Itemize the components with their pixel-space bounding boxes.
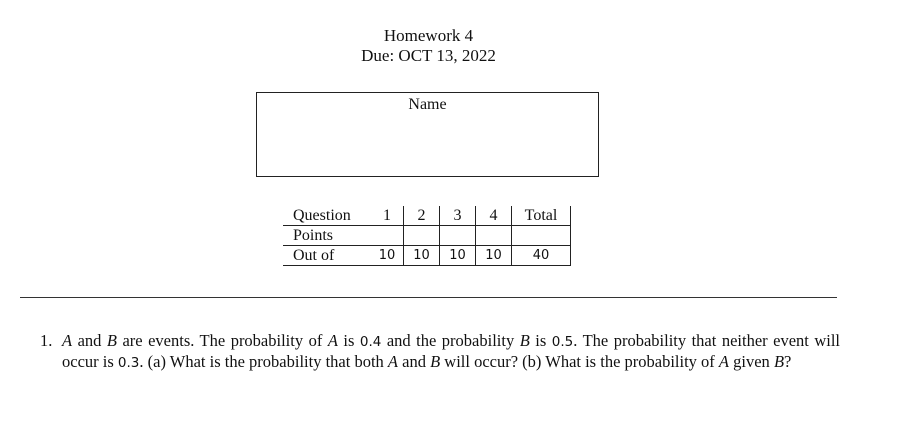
- score-table-row-label: Points: [283, 226, 371, 246]
- score-table-header-q3: 3: [440, 206, 476, 226]
- score-table-cell: [440, 226, 476, 246]
- problem-text-segment: are events. The probability of: [116, 331, 328, 350]
- due-date: Due: OCT 13, 2022: [361, 46, 496, 65]
- section-divider: [20, 297, 837, 298]
- math-variable: A: [387, 352, 398, 371]
- score-table-cell: 10: [440, 246, 476, 266]
- score-table-cell: [371, 226, 404, 246]
- score-table-cell: [404, 226, 440, 246]
- problem-text: [62, 331, 840, 373]
- math-number: 0.3: [117, 355, 140, 371]
- name-box: [256, 92, 599, 177]
- math-number: 0.5: [551, 334, 574, 350]
- problem-text-segment: . The probability that neither event will occur is: [62, 331, 840, 371]
- math-variable: B: [430, 352, 441, 371]
- score-table-header-question: Question: [283, 206, 371, 226]
- score-table-header-q4: 4: [476, 206, 512, 226]
- score-table-header-q1: 1: [371, 206, 404, 226]
- problem-number: 1.: [40, 331, 53, 350]
- document-header: [0, 26, 857, 66]
- problem-1: [40, 331, 840, 373]
- score-table-cell: 10: [371, 246, 404, 266]
- score-table-cell: 10: [476, 246, 512, 266]
- math-variable: A: [62, 331, 73, 350]
- problem-text-segment: . (a) What is the probability that both: [139, 352, 388, 371]
- problem-text-segment: and: [72, 331, 107, 350]
- score-table-cell: [476, 226, 512, 246]
- math-variable: A: [327, 331, 338, 350]
- math-variable: A: [718, 352, 730, 371]
- problem-text-segment: will occur? (b) What is the probability of: [440, 352, 719, 371]
- problem-text-segment: is: [529, 331, 552, 350]
- math-variable: B: [106, 331, 117, 350]
- score-table-cell: [512, 226, 571, 246]
- score-table-header-row: [283, 206, 571, 226]
- problem-text-segment: is: [337, 331, 360, 350]
- score-table-header-total: Total: [512, 206, 571, 226]
- problem-text-segment: ?: [784, 352, 792, 371]
- problem-text-segment: and: [398, 352, 431, 371]
- problem-text-segment: and the probability: [381, 331, 520, 350]
- homework-title: Homework 4: [383, 26, 474, 45]
- score-table-row-label: Out of: [283, 246, 371, 266]
- score-table-header-q2: 2: [404, 206, 440, 226]
- score-table: [283, 206, 571, 266]
- score-table-cell: 40: [512, 246, 571, 266]
- problem-text-segment: given: [729, 352, 774, 371]
- math-variable: B: [773, 352, 785, 371]
- math-variable: B: [519, 331, 530, 350]
- name-label: Name: [408, 96, 447, 113]
- score-table-row-points: [283, 226, 571, 246]
- score-table-cell: 10: [404, 246, 440, 266]
- score-table-row-out-of: [283, 246, 571, 266]
- math-number: 0.4: [359, 334, 382, 350]
